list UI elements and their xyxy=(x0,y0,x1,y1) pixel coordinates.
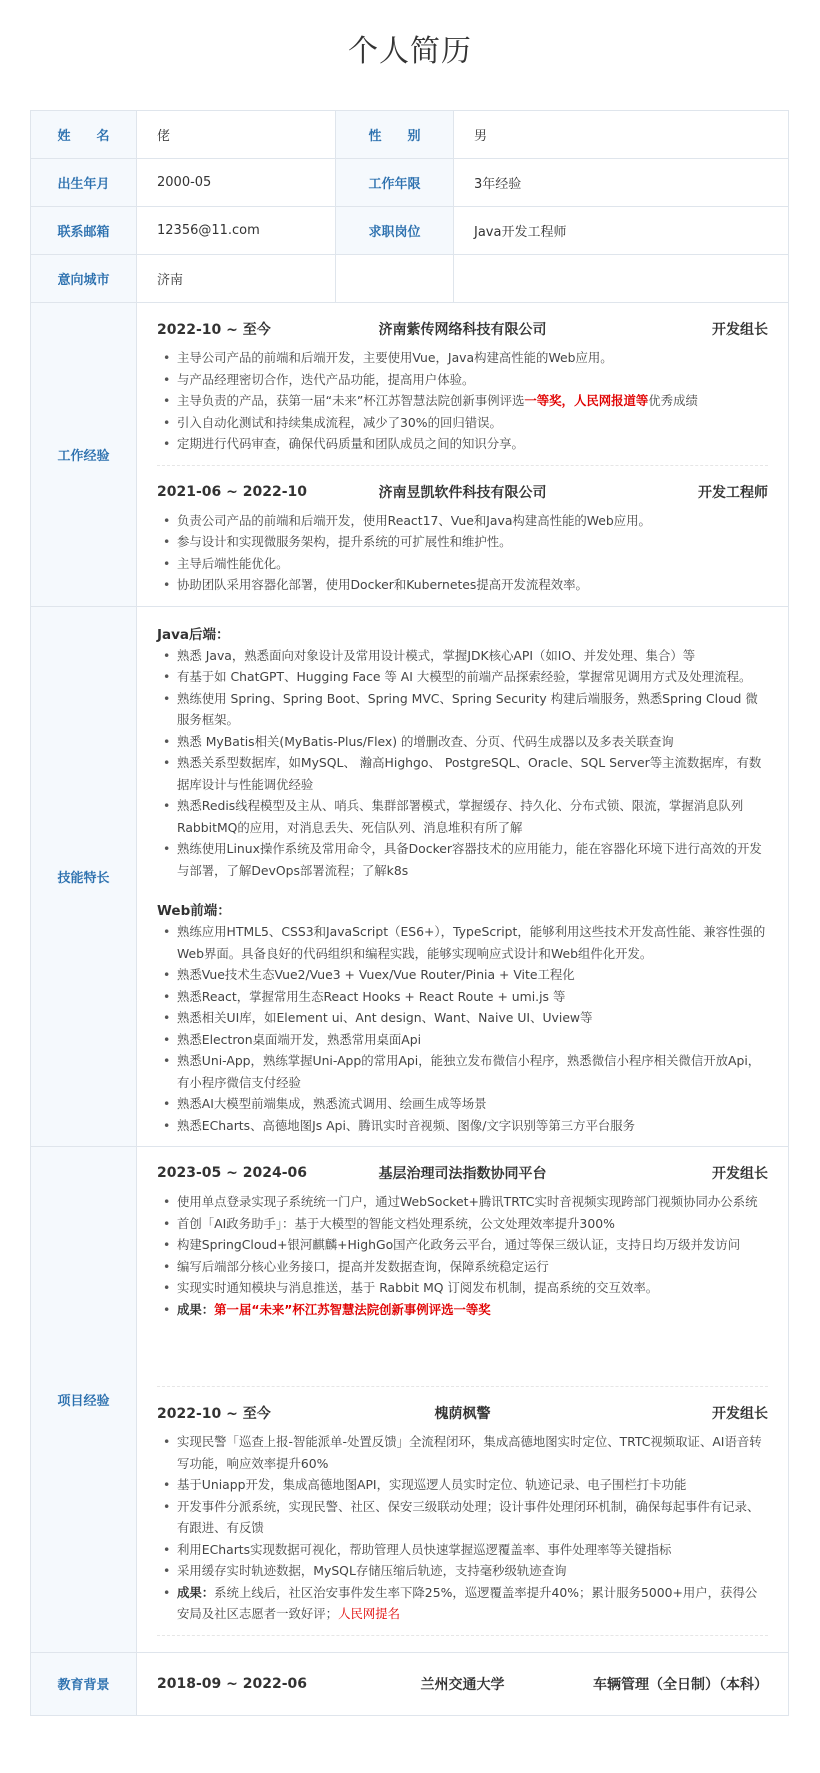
list-item: • 熟悉ECharts、高德地图Js Api、腾讯实时音视频、图像/文字识别等第三方平台服务 xyxy=(177,1115,768,1137)
education-row xyxy=(157,1672,768,1696)
award-highlight: 一等奖，人民网报道等 xyxy=(524,393,649,408)
years-value: 3年经验 xyxy=(454,159,789,207)
work-content xyxy=(137,303,789,607)
project-header xyxy=(157,1401,768,1425)
list-item: • 熟悉Redis线程模型及主从、哨兵、集群部署模式，掌握缓存、持久化、分布式锁、限流，掌握消息队列RabbitMQ的应用，对消息丢失、死信队列、消息堆积有所了解 xyxy=(177,795,768,838)
spacer xyxy=(157,1320,768,1376)
project-result xyxy=(177,1299,768,1321)
job-header xyxy=(157,317,768,341)
info-row-birth xyxy=(31,159,789,207)
result-label: 成果： xyxy=(177,1301,215,1317)
list-item: • 熟悉 MyBatis相关(MyBatis-Plus/Flex) 的增删改查、分页、代码生成器以及多表关联查询 xyxy=(177,731,768,753)
city-value: 济南 xyxy=(137,255,336,303)
result-text: 系统上线后，社区治安事件发生率下降25%，巡逻覆盖率提升40%；累计服务5000+用户，获得公安局及社区志愿者一致好评； xyxy=(177,1584,758,1621)
list-item: • 参与设计和实现微服务架构，提升系统的可扩展性和维护性。 xyxy=(177,531,768,553)
education-content xyxy=(137,1652,789,1715)
divider xyxy=(157,1386,768,1387)
info-row-name xyxy=(31,111,789,159)
list-item-text: 主导负责的产品，获第一届“未来”杯江苏智慧法院创新事例评选 xyxy=(177,393,525,408)
project-items xyxy=(157,1431,768,1625)
name-value: 佬 xyxy=(137,111,336,159)
skills-label: 技能特长 xyxy=(31,606,137,1147)
projects-section xyxy=(31,1147,789,1653)
name-label: 姓 名 xyxy=(31,111,137,159)
list-item: • 协助团队采用容器化部署，使用Docker和Kubernetes提高开发流程效率。 xyxy=(177,574,768,596)
result-highlight: 第一届“未来”杯江苏智慧法院创新事例评选一等奖 xyxy=(214,1301,491,1317)
project-result xyxy=(177,1582,768,1625)
web-skills-title: Web前端： xyxy=(157,903,231,919)
list-item: • 熟悉 Java，熟悉面向对象设计及常用设计模式，掌握JDK核心API（如IO、并发处理、集合）等 xyxy=(177,645,768,667)
spacer xyxy=(157,881,768,897)
project-name: 槐荫枫警 xyxy=(434,1406,491,1422)
list-item: • 熟悉相关UI库，如Element ui、Ant design、Want、Naive UI、Uview等 xyxy=(177,1007,768,1029)
education-school: 兰州交通大学 xyxy=(420,1676,505,1693)
projects-content xyxy=(137,1147,789,1653)
list-item: • 首创「AI政务助手」：基于大模型的智能文档处理系统，公文处理效率提升300% xyxy=(177,1213,768,1235)
result-label: 成果： xyxy=(177,1584,215,1600)
list-item: • 与产品经理密切合作，迭代产品功能，提高用户体验。 xyxy=(177,369,768,391)
job-date: 2022-10 ~ 至今 xyxy=(157,322,271,338)
job-duties xyxy=(157,510,768,596)
list-item: • 熟练应用HTML5、CSS3和JavaScript（ES6+），TypeScript，能够利用这些技术开发高性能、兼容性强的Web界面。具备良好的代码组织和编程实践，能够实现响应式设计和Web组件化开发。 xyxy=(177,921,768,964)
gender-label: 性 别 xyxy=(336,111,454,159)
years-label: 工作年限 xyxy=(336,159,454,207)
award-tail: 优秀成绩 xyxy=(648,393,698,408)
work-label: 工作经验 xyxy=(31,303,137,607)
empty-cell xyxy=(336,255,454,303)
list-item: • 熟悉关系型数据库，如MySQL、 瀚高Highgo、 PostgreSQL、Oracle、SQL Server等主流数据库，有数据库设计与性能调优经验 xyxy=(177,752,768,795)
page-title: 个人简历 xyxy=(348,34,472,69)
info-row-email xyxy=(31,207,789,255)
list-item: • 利用ECharts实现数据可视化，帮助管理人员快速掌握巡逻覆盖率、事件处理率等关键指标 xyxy=(177,1539,768,1561)
project-items xyxy=(157,1191,768,1320)
list-item: • 引入自动化测试和持续集成流程，减少了30%的回归错误。 xyxy=(177,412,768,434)
list-item: • 实现实时通知模块与消息推送，基于 Rabbit MQ 订阅发布机制，提高系统的交互效率。 xyxy=(177,1277,768,1299)
info-row-city xyxy=(31,255,789,303)
job-date: 2021-06 ~ 2022-10 xyxy=(157,483,307,500)
email-label: 联系邮箱 xyxy=(31,207,137,255)
skills-section xyxy=(31,606,789,1147)
list-item: • 熟悉AI大模型前端集成，熟悉流式调用、绘画生成等场景 xyxy=(177,1093,768,1115)
job-company: 济南昱凯软件科技有限公司 xyxy=(378,484,547,501)
empty-cell xyxy=(454,255,789,303)
divider xyxy=(157,465,768,466)
job-label: 求职岗位 xyxy=(336,207,454,255)
list-item: • 主导后端性能优化。 xyxy=(177,553,768,575)
list-item: • 熟悉Electron桌面端开发，熟悉常用桌面Api xyxy=(177,1029,768,1051)
list-item: • 采用缓存实时轨迹数据，MySQL存储压缩后轨迹，支持毫秒级轨迹查询 xyxy=(177,1560,768,1582)
list-item: • 有基于如 ChatGPT、Hugging Face 等 AI 大模型的前端产品探索经验，掌握常见调用方式及处理流程。 xyxy=(177,666,768,688)
skills-content xyxy=(137,606,789,1147)
list-item: • 开发事件分派系统，实现民警、社区、保安三级联动处理；设计事件处理闭环机制，确保每起事件有记录、有跟进、有反馈 xyxy=(177,1496,768,1539)
education-section xyxy=(31,1652,789,1715)
list-item: • 基于Uniapp开发，集成高德地图API，实现巡逻人员实时定位、轨迹记录、电子围栏打卡功能 xyxy=(177,1474,768,1496)
education-label: 教育背景 xyxy=(31,1652,137,1715)
resume-table xyxy=(30,110,789,1716)
java-skills-list xyxy=(157,645,768,882)
java-skills-title: Java后端： xyxy=(157,626,230,643)
gender-value: 男 xyxy=(454,111,789,159)
web-skills-list xyxy=(157,921,768,1136)
project-date: 2023-05 ~ 2024-06 xyxy=(157,1165,307,1181)
result-highlight: 人民网提名 xyxy=(338,1606,401,1621)
projects-label: 项目经验 xyxy=(31,1147,137,1653)
list-item: • 熟悉Vue技术生态Vue2/Vue3 + Vuex/Vue Router/Pinia + Vite工程化 xyxy=(177,964,768,986)
list-item: • 编写后端部分核心业务接口，提高并发数据查询，保障系统稳定运行 xyxy=(177,1256,768,1278)
job-company: 济南紫传网络科技有限公司 xyxy=(378,322,547,338)
project-role: 开发组长 xyxy=(712,1406,768,1422)
job-role: 开发工程师 xyxy=(698,484,768,501)
list-item: • 熟悉React，掌握常用生态React Hooks + React Route + umi.js 等 xyxy=(177,986,768,1008)
education-date: 2018-09 ~ 2022-06 xyxy=(157,1675,307,1692)
email-value: 12356@11.com xyxy=(137,207,336,255)
list-item: • 定期进行代码审查，确保代码质量和团队成员之间的知识分享。 xyxy=(177,433,768,455)
list-item: • 熟练使用 Spring、Spring Boot、Spring MVC、Spring Security 构建后端服务，熟悉Spring Cloud 微服务框架。 xyxy=(177,688,768,731)
list-item: • 熟练使用Linux操作系统及常用命令，具备Docker容器技术的应用能力，能在容器化环境下进行高效的开发与部署，了解DevOps部署流程；了解k8s xyxy=(177,838,768,881)
project-date: 2022-10 ~ 至今 xyxy=(157,1406,271,1422)
list-item: • 构建SpringCloud+银河麒麟+HighGo国产化政务云平台，通过等保三级认证，支持日均万级并发访问 xyxy=(177,1234,768,1256)
divider xyxy=(157,1635,768,1636)
city-label: 意向城市 xyxy=(31,255,137,303)
project-header xyxy=(157,1161,768,1185)
list-item: • 负责公司产品的前端和后端开发，使用React17、Vue和Java构建高性能的Web应用。 xyxy=(177,510,768,532)
education-major: 车辆管理（全日制）（本科） xyxy=(593,1676,768,1693)
project-role: 开发组长 xyxy=(712,1166,768,1182)
job-role: 开发组长 xyxy=(712,322,768,338)
job-value: Java开发工程师 xyxy=(454,207,789,255)
list-item: • 实现民警「巡查上报-智能派单-处置反馈」全流程闭环，集成高德地图实时定位、TRTC视频取证、AI语音转写功能，响应效率提升60% xyxy=(177,1431,768,1474)
birth-label: 出生年月 xyxy=(31,159,137,207)
list-item: • 使用单点登录实现子系统统一门户，通过WebSocket+腾讯TRTC实时音视频实现跨部门视频协同办公系统 xyxy=(177,1191,768,1213)
list-item: • 主导公司产品的前端和后端开发，主要使用Vue，Java构建高性能的Web应用。 xyxy=(177,347,768,369)
birth-value: 2000-05 xyxy=(137,159,336,207)
list-item: • 熟悉Uni-App，熟练掌握Uni-App的常用Api，能独立发布微信小程序，熟悉微信小程序相关微信开放Api，有小程序微信支付经验 xyxy=(177,1050,768,1093)
list-item xyxy=(177,390,768,412)
job-duties xyxy=(157,347,768,455)
job-header xyxy=(157,480,768,504)
project-name: 基层治理司法指数协同平台 xyxy=(378,1166,547,1182)
work-section xyxy=(31,303,789,607)
